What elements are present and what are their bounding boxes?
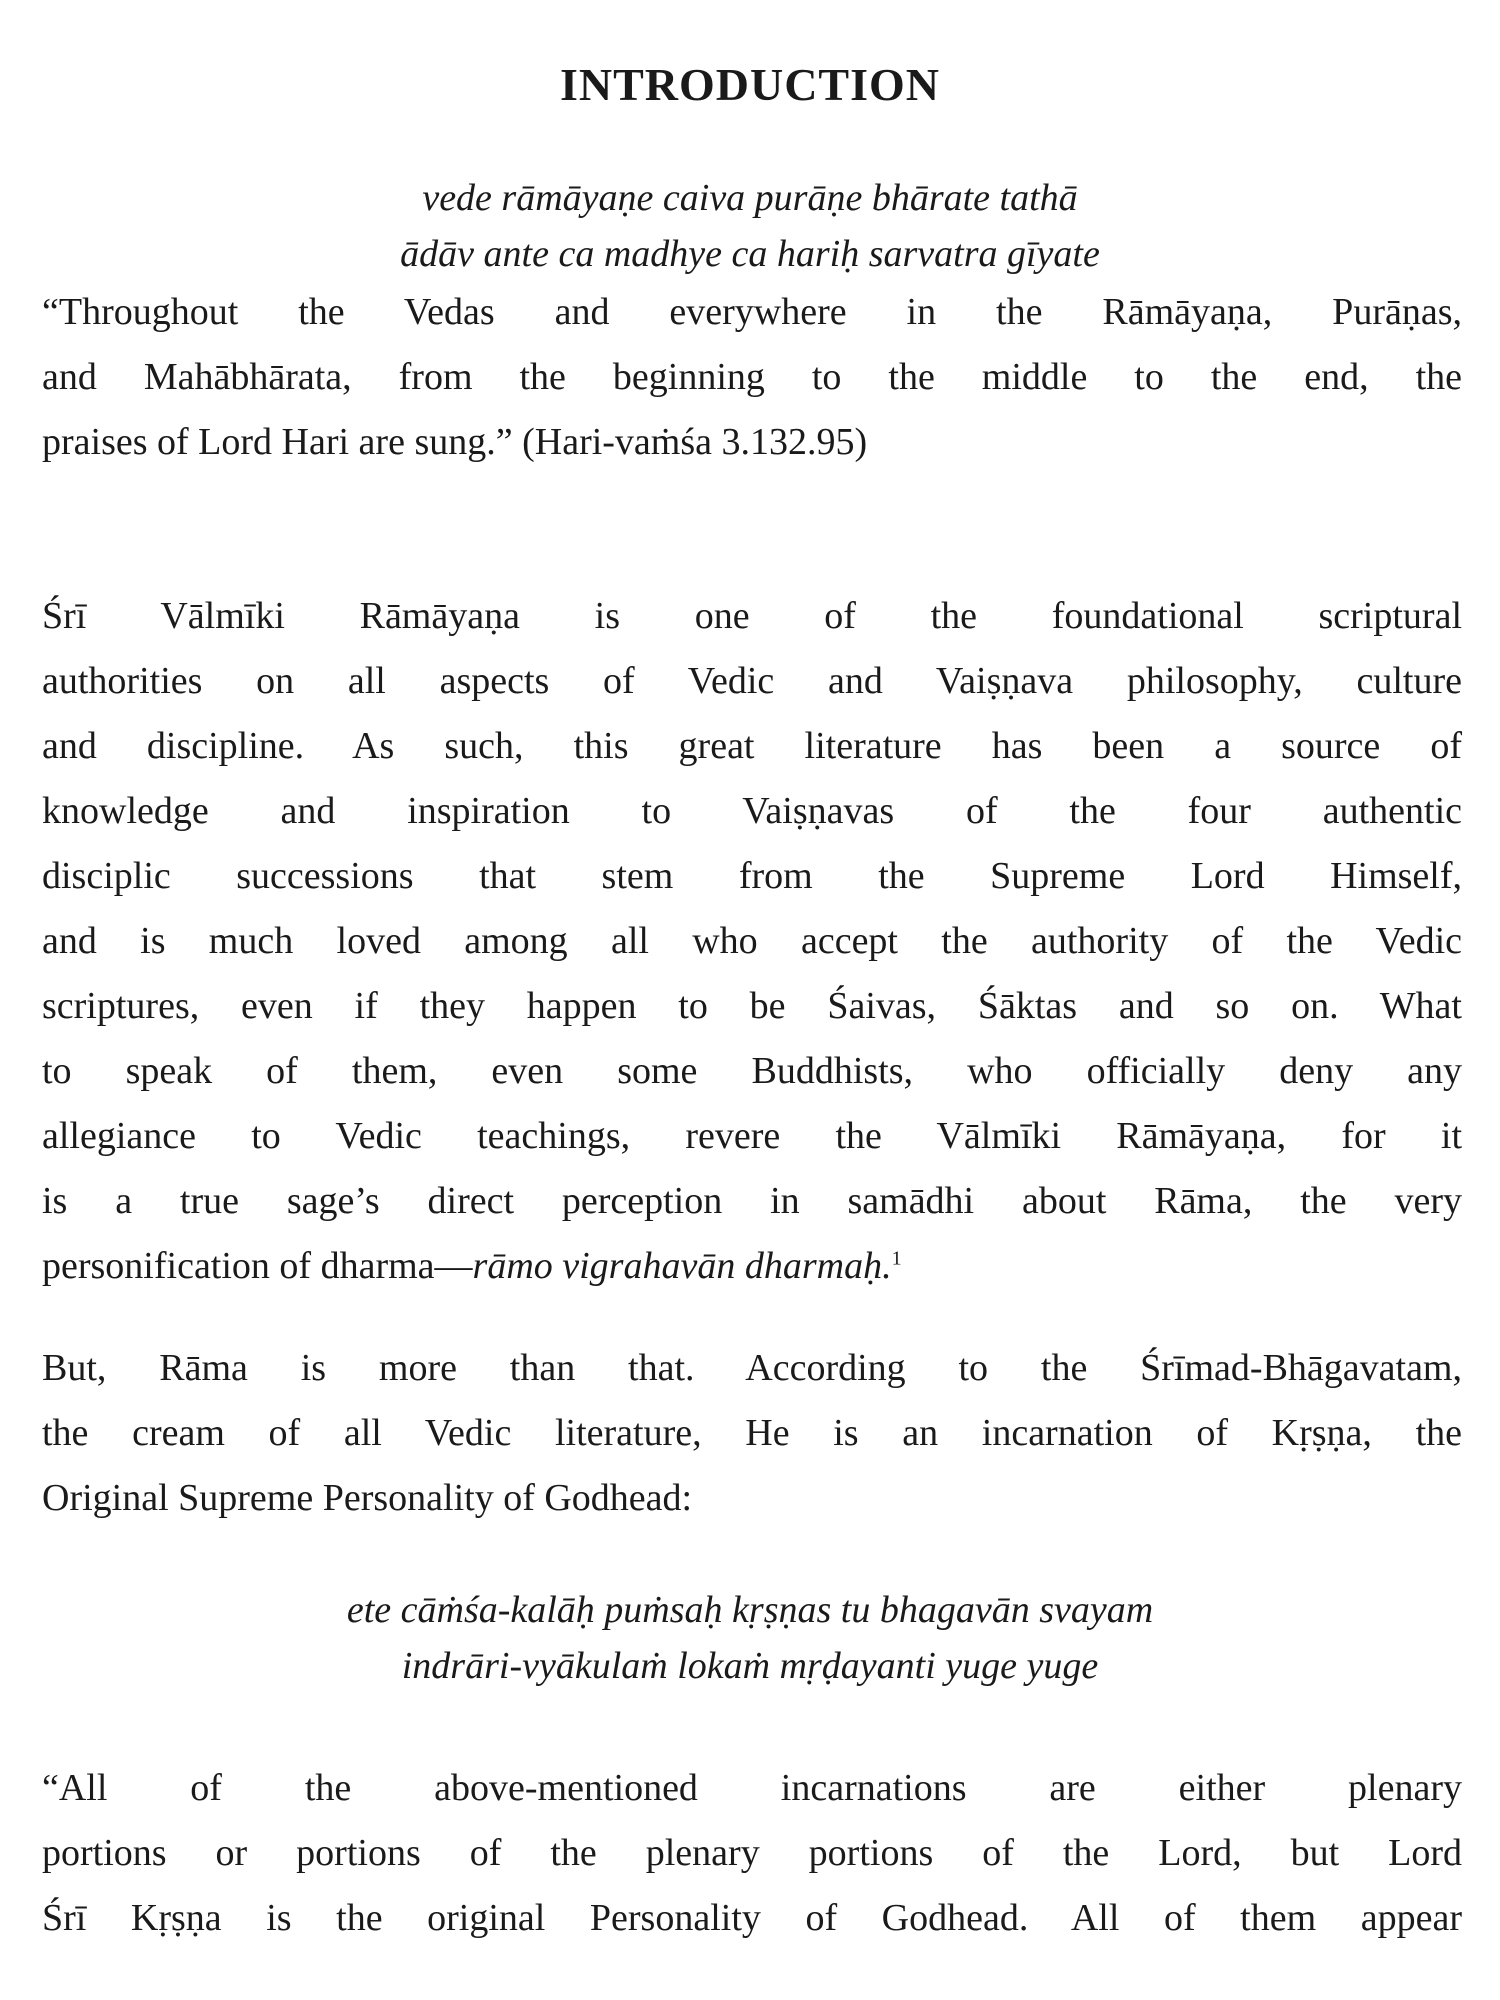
- text-line: But, Rāma is more than that. According to the Śrīmad-Bhāgavatam,: [42, 1347, 1462, 1389]
- text-line: knowledge and inspiration to Vaiṣṇavas of the four authentic: [42, 790, 1462, 832]
- text-line: Śrī Kṛṣṇa is the original Personality of Godhead. All of them appear: [42, 1897, 1462, 1939]
- verse-block-1: [0, 170, 1500, 282]
- translation-paragraph-1: [42, 280, 1462, 475]
- text-line: is a true sage’s direct perception in samādhi about Rāma, the very: [42, 1180, 1462, 1222]
- text-line: scriptures, even if they happen to be Śaivas, Śāktas and so on. What: [42, 985, 1462, 1027]
- page-title: INTRODUCTION: [559, 59, 941, 110]
- text-line: disciplic successions that stem from the Supreme Lord Himself,: [42, 855, 1462, 897]
- footnote-reference[interactable]: 1: [891, 1247, 902, 1270]
- text-line: allegiance to Vedic teachings, revere the Vālmīki Rāmāyaṇa, for it: [42, 1115, 1462, 1157]
- text-line: praises of Lord Hari are sung.” (Hari-vaṁśa 3.132.95): [42, 421, 868, 463]
- verse-line: ete cāṁśa-kalāḥ puṁsaḥ kṛṣṇas tu bhagavān svayam: [346, 1589, 1154, 1631]
- text-line: “Throughout the Vedas and everywhere in the Rāmāyaṇa, Purāṇas,: [42, 291, 1462, 333]
- text-line: [42, 1234, 1462, 1299]
- text-line: and Mahābhārata, from the beginning to the middle to the end, the: [42, 356, 1462, 398]
- text-segment: personification of dharma—: [42, 1245, 473, 1287]
- verse-block-2: [0, 1582, 1500, 1694]
- text-line: “All of the above-mentioned incarnations are either plenary: [42, 1767, 1462, 1809]
- verse-line: ādāv ante ca madhye ca hariḥ sarvatra gīyate: [400, 233, 1100, 275]
- text-line: and discipline. As such, this great literature has been a source of: [42, 725, 1462, 767]
- verse-line: indrāri-vyākulaṁ lokaṁ mṛḍayanti yuge yuge: [401, 1645, 1099, 1687]
- text-line: and is much loved among all who accept the authority of the Vedic: [42, 920, 1462, 962]
- body-paragraph-3: [42, 1336, 1462, 1531]
- text-line: the cream of all Vedic literature, He is an incarnation of Kṛṣṇa, the: [42, 1412, 1462, 1454]
- text-line: portions or portions of the plenary portions of the Lord, but Lord: [42, 1832, 1462, 1874]
- translation-paragraph-2: [42, 1756, 1462, 1951]
- text-line: Śrī Vālmīki Rāmāyaṇa is one of the foundational scriptural: [42, 595, 1462, 637]
- text-line: authorities on all aspects of Vedic and Vaiṣṇava philosophy, culture: [42, 660, 1462, 702]
- verse-line: vede rāmāyaṇe caiva purāṇe bhārate tathā: [422, 177, 1078, 219]
- italic-quote: rāmo vigrahavān dharmaḥ.: [472, 1245, 892, 1287]
- body-paragraph-2: [42, 584, 1462, 1299]
- text-line: to speak of them, even some Buddhists, who officially deny any: [42, 1050, 1462, 1092]
- text-line: Original Supreme Personality of Godhead:: [42, 1477, 693, 1519]
